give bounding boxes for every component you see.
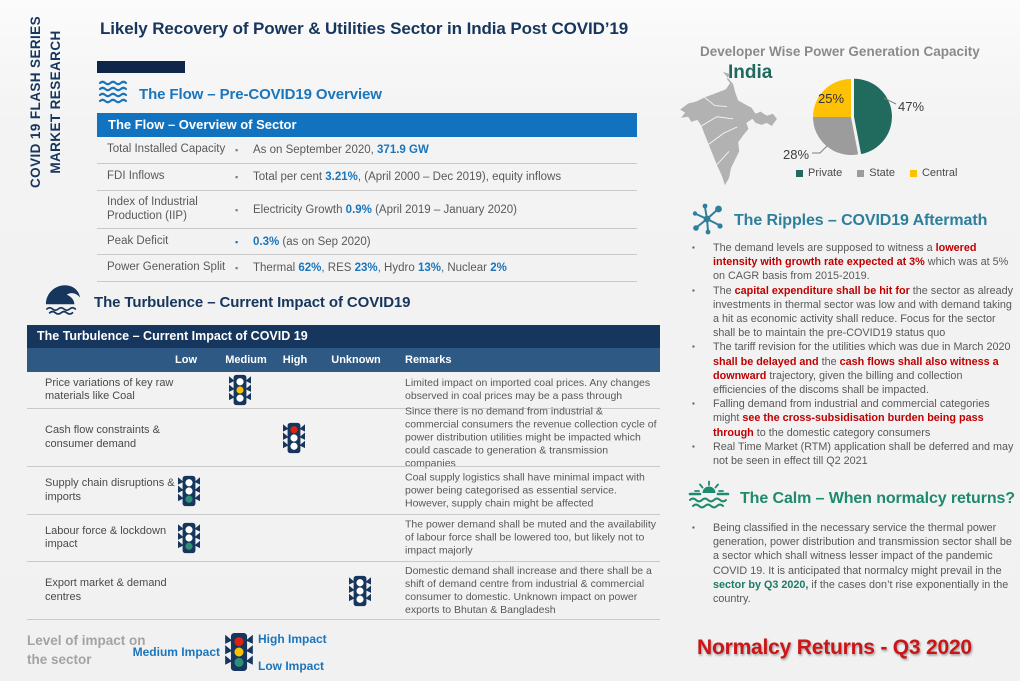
ripples-bullet: ▪ The capital expenditure shall be hit for the sector as already investments in thermal sector was low and with demand taking a hit as economic activity shall reduce. Focus for the sector shall be to maintain the pre-COVID19 status quo (692, 284, 1014, 341)
flow-row-label: Total Installed Capacity (107, 143, 226, 156)
normalcy-returns-banner: Normalcy Returns - Q3 2020 (697, 636, 972, 659)
pie-legend (796, 167, 957, 179)
col-high: High (282, 354, 308, 366)
legend-traffic-light-icon (224, 627, 254, 677)
pie-label-private: 47% (898, 99, 925, 114)
calm-heading-text: The Calm – When normalcy returns? (740, 489, 1015, 507)
impact-remarks: Limited impact on imported coal prices. Any changes observed in coal prices may be a pass through (405, 377, 651, 402)
flow-row (97, 191, 637, 229)
impact-factor-label: Price variations of key raw materials like Coal (45, 376, 174, 402)
impact-legend-label: Level of impact on the sector (27, 633, 146, 667)
bullet-icon (235, 262, 253, 274)
turbulence-row (27, 466, 660, 514)
traffic-light-icon (177, 522, 201, 555)
impact-remarks: Since there is no demand from industrial & commercial consumers the revenue collection cycle of power distribution utilities might be impacted which could cascade to generation & transmission companies (405, 405, 657, 469)
legend-item-private: Private (796, 167, 842, 179)
traffic-light-icon (177, 474, 201, 507)
flow-row (97, 255, 637, 282)
india-map (676, 66, 780, 192)
pie-chart (780, 72, 1015, 172)
traffic-light-icon (348, 574, 372, 607)
legend-high-impact: High Impact (258, 632, 327, 646)
impact-remarks: Domestic demand shall increase and there shall be a shift of demand centre from industrial & commercial consumer to domestic. Unknown impact on power exports to Bhutan & Bangladesh (405, 564, 652, 616)
col-medium: Medium (225, 354, 267, 366)
sunrise-over-water-icon (686, 478, 732, 519)
legend-medium-impact: Medium Impact (132, 645, 220, 659)
pie-label-state: 28% (783, 147, 810, 162)
chart-title: Developer Wise Power Generation Capacity (700, 44, 980, 59)
state-marker-icon (857, 170, 864, 177)
impact-factor-label: Labour force & lockdown impact (45, 524, 167, 550)
sidebar-line1: COVID 19 FLASH SERIES (28, 16, 43, 188)
ripples-bullet: ▪ The tariff revision for the utilities which was due in March 2020 shall be delayed and the cash flows shall also witness a downward trajectory, given the billing and collection efficiencies of the discoms shall be impacted. (692, 340, 1014, 397)
impact-remarks: Coal supply logistics shall have minimal impact with power being categorised as essential service. However, supply chain might be affected (405, 471, 645, 509)
title-accent-bar (97, 61, 185, 73)
turbulence-heading-text: The Turbulence – Current Impact of COVID19 (94, 293, 411, 311)
sidebar-vertical-title (26, 16, 72, 188)
impact-factor-label: Export market & demand centres (45, 577, 167, 603)
calm-section-heading (686, 478, 1015, 519)
flow-row-label: Index of Industrial Production (IIP) (107, 196, 198, 222)
impact-remarks: The power demand shall be muted and the availability of labour force shall be lowered too, but likely not to impact majorly (405, 518, 656, 557)
traffic-light-icon (282, 421, 306, 454)
col-unknown: Unknown (331, 354, 381, 366)
flow-table (97, 113, 637, 282)
turbulence-table-title: The Turbulence – Current Impact of COVID 19 (27, 325, 660, 348)
turbulence-column-headers (27, 348, 660, 372)
ripples-heading-text: The Ripples – COVID19 Aftermath (734, 211, 988, 229)
turbulence-section-heading (44, 283, 410, 321)
turbulence-row (27, 405, 660, 469)
turbulence-row (27, 561, 660, 619)
impact-factor-label: Supply chain disruptions & imports (45, 477, 175, 503)
impact-factor-label: Cash flow constraints & consumer demand (45, 424, 160, 450)
flow-heading-text: The Flow – Pre-COVID19 Overview (139, 86, 382, 103)
flow-row-value: As on September 2020, 371.9 GW (253, 144, 429, 156)
wave-icon (44, 283, 82, 321)
ripples-bullet: ▪ Falling demand from industrial and commercial categories might see the cross-subsidisation burden being pass through to the domestic category consumers (692, 397, 1014, 440)
turbulence-table (27, 325, 660, 620)
private-marker-icon (796, 170, 803, 177)
flow-row (97, 229, 637, 255)
pie-label-central: 25% (818, 91, 845, 106)
calm-bullet: ▪ Being classified in the necessary service the thermal power generation, power distribution and transmission sector shall be a sector which shall witness lesser impact of the pandemic COVID 19. It is anticipated that normalcy might prevail in the sector by Q3 2020, if the cases don’t rise exponentially in the country. (692, 521, 1014, 606)
chart-subtitle-india: India (728, 62, 773, 83)
legend-item-central: Central (910, 167, 957, 179)
flow-row-value: 0.3% (as on Sep 2020) (253, 235, 371, 248)
flow-row-value: Thermal 62%, RES 23%, Hydro 13%, Nuclear 2% (253, 262, 507, 274)
col-low: Low (175, 354, 197, 366)
flow-row-label: Peak Deficit (107, 234, 169, 247)
ripple-lines-icon (97, 79, 129, 110)
ripples-section-heading (690, 200, 987, 241)
turbulence-row (27, 372, 660, 408)
flow-row-label: Power Generation Split (107, 261, 226, 274)
flow-section-heading (97, 79, 382, 110)
bullet-icon (235, 171, 253, 183)
ripples-bullet-list (692, 241, 1014, 468)
ripples-bullet: ▪ Real Time Market (RTM) application shall be deferred and may not be seen in effect till Q2 2021 (692, 440, 1014, 468)
flow-row (97, 137, 637, 164)
flow-table-title: The Flow – Overview of Sector (97, 113, 637, 137)
bullet-icon (235, 144, 253, 156)
central-marker-icon (910, 170, 917, 177)
flow-row-value: Total per cent 3.21%, (April 2000 – Dec 2019), equity inflows (253, 171, 562, 183)
legend-item-state: State (857, 167, 895, 179)
traffic-light-icon (228, 374, 252, 407)
col-remarks: Remarks (405, 354, 452, 366)
flow-row (97, 164, 637, 191)
calm-bullet-list (692, 521, 1014, 606)
sidebar-line2: MARKET RESEARCH (48, 30, 63, 174)
flow-row-value: Electricity Growth 0.9% (April 2019 – January 2020) (253, 203, 518, 216)
bullet-icon (235, 236, 253, 248)
splash-icon (690, 200, 726, 241)
ripples-bullet: ▪ The demand levels are supposed to witness a lowered intensity with growth rate expected at 3% which was at 5% on CAGR basis from 2015-2019. (692, 241, 1014, 284)
legend-low-impact: Low Impact (258, 659, 325, 673)
flow-row-label: FDI Inflows (107, 170, 165, 183)
page-title: Likely Recovery of Power & Utilities Sector in India Post COVID’19 (100, 19, 629, 38)
bullet-icon (235, 204, 253, 216)
turbulence-row (27, 514, 660, 561)
